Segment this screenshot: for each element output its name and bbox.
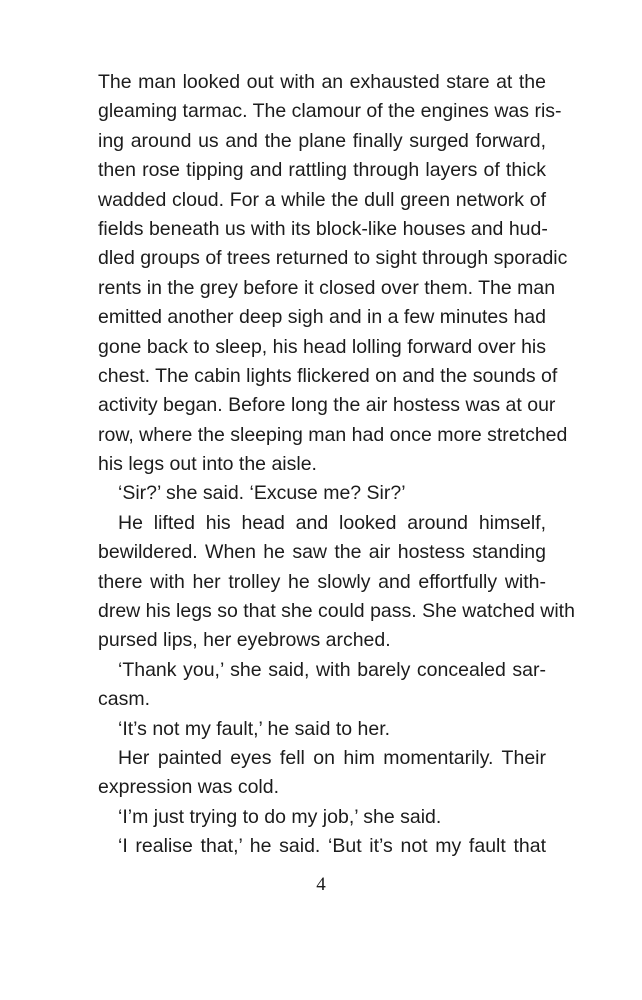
text-line: He lifted his head and looked around himself, [118,511,546,534]
text-line: fields beneath us with its block-like houses and hud- [98,217,548,240]
text-line: drew his legs so that she could pass. She watched with [98,600,575,623]
text-line: emitted another deep sigh and in a few minutes had [98,306,546,329]
text-line: ‘Thank you,’ she said, with barely concealed sar- [118,658,546,681]
text-line: there with her trolley he slowly and effortfully with- [98,570,546,593]
text-line: dled groups of trees returned to sight through sporadic [98,247,568,270]
text-line: expression was cold. [98,776,280,799]
text-line: ing around us and the plane finally surged forward, [98,129,546,152]
text-line: casm. [98,688,151,711]
text-line: his legs out into the aisle. [98,453,317,476]
text-line: gleaming tarmac. The clamour of the engines was ris- [98,100,562,123]
text-line: bewildered. When he saw the air hostess standing [98,541,546,564]
text-line: row, where the sleeping man had once more stretched [98,423,568,446]
text-line: gone back to sleep, his head lolling forward over his [98,335,546,358]
text-line: ‘Sir?’ she said. ‘Excuse me? Sir?’ [118,482,406,505]
text-line: then rose tipping and rattling through layers of thick [98,159,546,182]
page-number: 4 [316,874,326,895]
text-line: wadded cloud. For a while the dull green network of [98,188,546,211]
text-line: rents in the grey before it closed over them. The man [98,276,556,299]
text-line: Her painted eyes fell on him momentarily. Their [118,746,546,769]
text-line: ‘I realise that,’ he said. ‘But it’s not my fault that [118,835,546,858]
text-line: activity began. Before long the air hostess was at our [98,394,556,417]
text-line: ‘It’s not my fault,’ he said to her. [118,717,391,740]
page-body [98,68,575,862]
text-line: ‘I’m just trying to do my job,’ she said. [118,805,442,828]
text-line: The man looked out with an exhausted stare at the [98,71,546,93]
text-line: chest. The cabin lights flickered on and the sounds of [98,364,558,387]
text-line: pursed lips, her eyebrows arched. [98,629,391,652]
